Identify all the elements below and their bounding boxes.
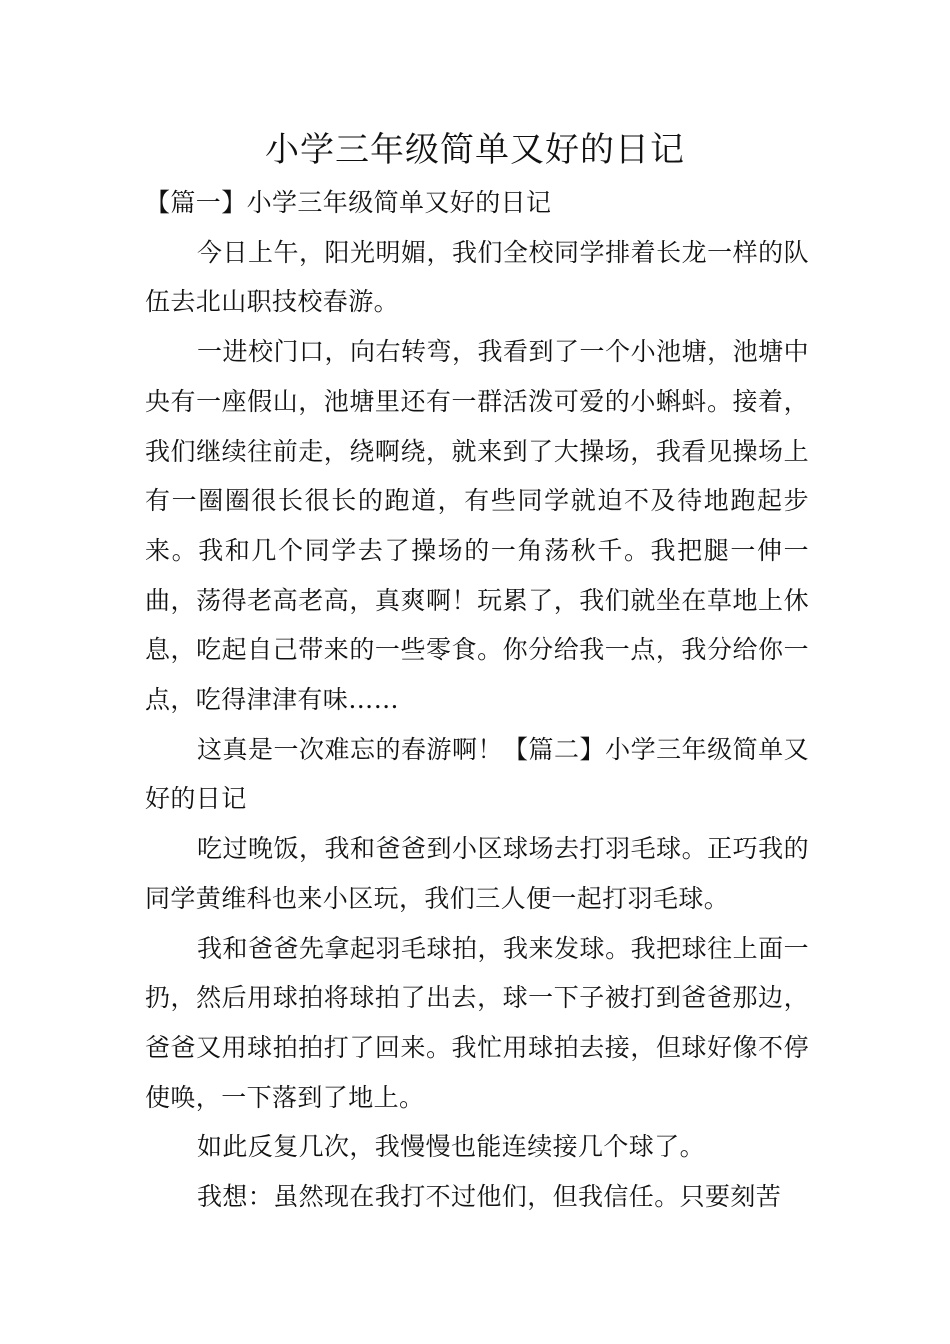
paragraph: 今日上午，阳光明媚，我们全校同学排着长龙一样的队伍去北山职技校春游。 [145, 237, 809, 317]
document-title: 小学三年级简单又好的日记 [265, 130, 685, 170]
paragraph: 这真是一次难忘的春游啊！【篇二】小学三年级简单又好的日记 [145, 734, 809, 814]
document-body [145, 178, 809, 1222]
section-heading: 【篇一】小学三年级简单又好的日记 [145, 188, 552, 217]
paragraph: 一进校门口，向右转弯，我看到了一个小池塘，池塘中央有一座假山，池塘里还有一群活泼可爱的小蝌蚪。接着，我们继续往前走，绕啊绕，就来到了大操场，我看见操场上有一圈圈很长很长的跑道，有些同学就迫不及待地跑起步来。我和几个同学去了操场的一角荡秋千。我把腿一伸一曲，荡得老高老高，真爽啊！玩累了，我们就坐在草地上休息，吃起自己带来的一些零食。你分给我一点，我分给你一点，吃得津津有味…… [145, 337, 809, 715]
paragraph: 我和爸爸先拿起羽毛球拍，我来发球。我把球往上面一扔，然后用球拍将球拍了出去，球一下子被打到爸爸那边，爸爸又用球拍拍打了回来。我忙用球拍去接，但球好像不停使唤，一下落到了地上。 [145, 933, 809, 1112]
paragraph: 我想：虽然现在我打不过他们，但我信任。只要刻苦 [197, 1182, 782, 1212]
paragraph: 吃过晚饭，我和爸爸到小区球场去打羽毛球。正巧我的同学黄维科也来小区玩，我们三人便一起打羽毛球。 [145, 834, 809, 913]
paragraph: 如此反复几次，我慢慢也能连续接几个球了。 [197, 1132, 706, 1162]
